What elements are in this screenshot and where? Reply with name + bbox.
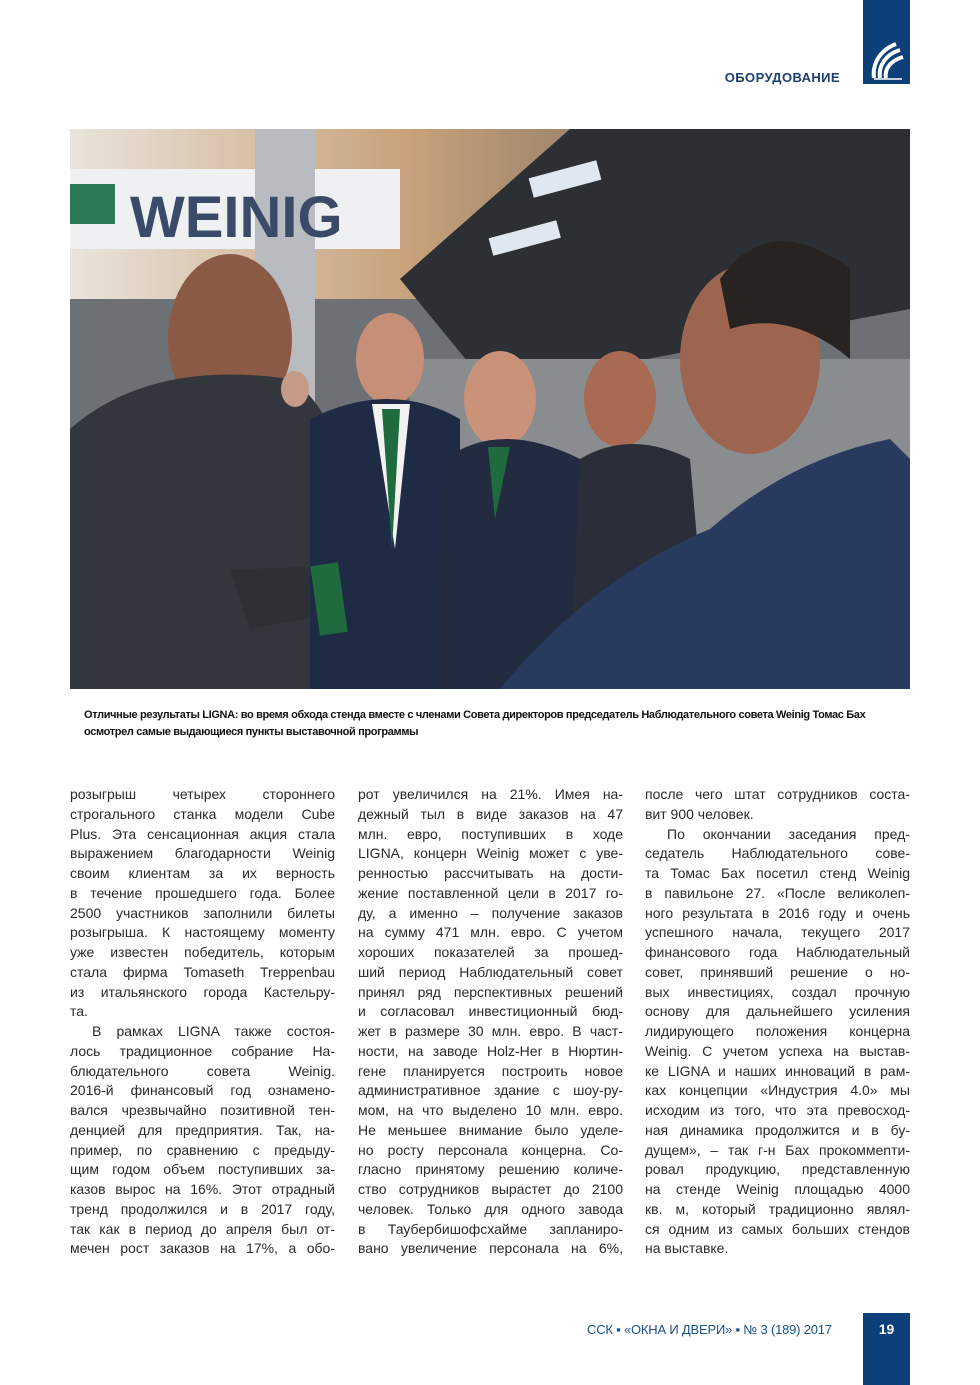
page-number: 19 (878, 1321, 895, 1337)
text-line: в павильоне 27. «После великолеп- (645, 884, 910, 901)
magazine-logo-icon (870, 38, 904, 80)
text-line: уже известен победитель, которым (70, 944, 335, 960)
article-column-2 (358, 785, 623, 1259)
text-line: вит 900 человек. (645, 805, 754, 822)
header-tab (863, 0, 910, 84)
text-line: Plus. Эта сенсационная акция стала (70, 825, 335, 842)
text-line: денцией для предприятия. Так, на- (70, 1121, 335, 1138)
text-line: дущем», – так г-н Бах прокоммenти- (645, 1141, 910, 1158)
text-line: тренд продолжился и в 2017 году, (70, 1200, 335, 1217)
text-line: строгального станка модели Cube (70, 805, 335, 822)
text-line: на сумму 471 млн. евро. С учетом (358, 924, 623, 941)
text-line: ках концепции «Индустрия 4.0» мы (645, 1082, 910, 1099)
text-line: Не меньшее внимание было уделе- (358, 1121, 623, 1138)
text-line: По окончании заседания пред- (667, 825, 910, 842)
text-line: млн. евро, поступивших в ходе (358, 825, 623, 842)
article-photo (70, 129, 910, 689)
text-line: гене планируется построить новое (358, 1062, 623, 1079)
text-line: и согласовал инвестиционный бюд- (358, 1003, 623, 1020)
text-line: успешного начала, текущего 2017 (645, 924, 910, 941)
text-line: та. (70, 1003, 88, 1020)
section-title: ОБОРУДОВАНИЕ (724, 70, 840, 85)
text-line: совет, принявший решение о но- (645, 963, 910, 980)
text-line: ся одним из самых больших стендов (645, 1220, 910, 1237)
text-line: административное здание с шоу-ру- (358, 1082, 623, 1099)
text-line: ший период Наблюдательный совет (358, 963, 623, 980)
text-line: но росту персонала концерна. Со- (358, 1141, 623, 1158)
text-line: хороших показателей за прошед- (358, 944, 623, 960)
text-line: дежный тыл в виде заказов на 47 (358, 805, 623, 822)
caption-line: Отличные результаты LIGNA: во время обхода стенда вместе с членами Совета директоров председатель Наблюдательного совета Weinig Томас Бах (84, 709, 866, 721)
text-line: своим клиентам за их верность (70, 865, 335, 881)
text-line: мом, на что выделено 10 млн. евро. (358, 1102, 623, 1118)
text-line: жет в размере 30 млн. евро. В част- (358, 1023, 623, 1039)
text-line: так как в период до апреля был от- (70, 1220, 335, 1237)
text-line: та Томас Бах посетил стенд Weinig (645, 865, 910, 881)
text-line: 2500 участников заполнили билеты (70, 904, 335, 921)
text-line: розыгрыша. К настоящему моменту (70, 924, 335, 941)
text-line: в Таубербишофсхайме запланиро- (358, 1220, 623, 1237)
text-line: на стенде Weinig площадью 4000 (645, 1181, 910, 1197)
text-line: пример, по сравнению с предыду- (70, 1141, 335, 1158)
text-line: LIGNA, концерн Weinig может с уве- (358, 845, 623, 862)
photo-caption (84, 707, 914, 741)
publication-footer: ССК ▪ «ОКНА И ДВЕРИ» ▪ № 3 (189) 2017 (587, 1322, 832, 1337)
text-line: кв. м, который традиционно являл- (645, 1200, 910, 1217)
text-line: вых инвестициях, создал прочную (645, 983, 910, 1000)
text-line: стала фирма Tomaseth Treppenbau (70, 963, 335, 980)
text-line: основу для дальнейшего усиления (645, 1003, 910, 1020)
text-line: рот увеличился на 21%. Имея на- (358, 786, 623, 802)
text-line: жение поставленной цели в 2017 го- (358, 884, 623, 901)
text-line: щим годом объем поступивших за- (70, 1161, 335, 1178)
text-line: выражением благодарности Weinig (70, 845, 335, 862)
text-line: после чего штат сотрудников соста- (645, 786, 910, 802)
text-line: в течение прошедшего года. Более (70, 884, 335, 901)
text-line: принял ряд перспективных решений (358, 983, 623, 1000)
text-line: ренностью рассчитывать на дости- (358, 865, 623, 881)
text-line: на выставке. (645, 1240, 729, 1257)
caption-line: осмотрел самые выдающиеся пункты выставочной программы (84, 726, 419, 738)
text-line: В рамках LIGNA также состоя- (92, 1023, 335, 1039)
article-column-1 (70, 785, 335, 1259)
text-line: ного результата в 2016 году и очень (645, 904, 910, 921)
text-line: исходим из того, что эта превосход- (645, 1102, 910, 1118)
text-line: вался чрезвычайно позитивной тен- (70, 1102, 335, 1118)
text-line: вано увеличение персонала на 6%, (358, 1240, 623, 1257)
article-column-3 (645, 785, 910, 1259)
text-line: ду, а именно – получение заказов (358, 904, 623, 921)
text-line: гласно принятому решению количе- (358, 1161, 623, 1178)
page-number-tab (863, 1313, 910, 1385)
text-line: казов вырос на 16%. Этот отрадный (70, 1181, 335, 1197)
text-line: ство сотрудников вырастет до 2100 (358, 1181, 623, 1197)
text-line: финансового года Наблюдательный (645, 944, 910, 960)
text-line: седатель Наблюдательного сове- (645, 845, 910, 862)
text-line: ности, на заводе Holz-Her в Нюртин- (358, 1042, 623, 1059)
text-line: ровал продукцию, представленную (645, 1161, 910, 1178)
text-line: розыгрыш четырех стороннего (70, 786, 335, 802)
text-line: Weinig. С учетом успеха на выстав- (645, 1042, 910, 1059)
text-line: ная динамика продолжится и в бу- (645, 1121, 910, 1138)
text-line: ке LIGNA и наших инноваций в рам- (645, 1062, 910, 1079)
text-line: 2016-й финансовый год ознамено- (70, 1082, 335, 1099)
text-line: лось традиционное собрание На- (70, 1042, 335, 1059)
text-line: лидирующего положения концерна (645, 1023, 910, 1039)
text-line: блюдательного совета Weinig. (70, 1062, 335, 1079)
text-line: мечен рост заказов на 17%, а обо- (70, 1240, 335, 1257)
photo-sign-text: WEINIG (130, 185, 343, 250)
text-line: человек. Только для одного завода (358, 1200, 623, 1217)
text-line: из итальянского города Кастельру- (70, 983, 335, 1000)
